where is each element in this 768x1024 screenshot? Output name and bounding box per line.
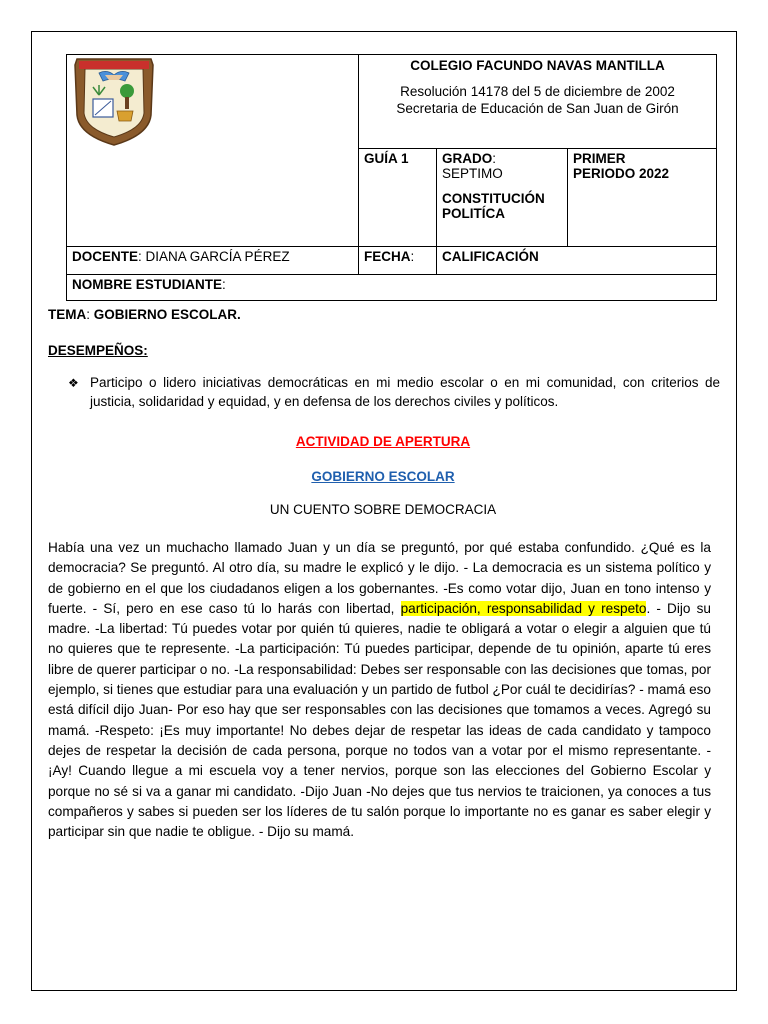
desempeno-text: Participo o lidero iniciativas democráticas en mi medio escolar o en mi comunidad, con criterios de justicia, solidaridad y equidad, y en defensa de los derechos civiles y políticos. xyxy=(90,375,720,409)
docente-label: DOCENTE xyxy=(72,249,139,264)
desempenos-title: DESEMPEÑOS: xyxy=(48,343,148,358)
story-part-2: . - Dijo su madre. -La libertad: Tú puedes votar por quién tú quieres, nadie te obligará a votar o elegir a alguien que tú no quieres que te represente. -La participación: Tú puedes participar, depende de tu opinión, aparte tú eres libre de querer participar o no. -La responsabilidad: Debes ser responsable con las decisiones que tomas, por ejemplo, si tienes que estudiar para una evaluación y un partido de futbol ¿Por cuál te decidirías? - mamá eso está difícil dijo Juan- Por eso hay que ser responsables con las decisiones que tomamos a veces. Agregó su mamá. -Respeto: ¡Es muy importante! No debes dejar de respetar las ideas de cada candidato y tampoco dejes de respetar la decisión de cada persona, porque no todos van a votar por el mismo representante. - ¡Ay! Cuando llegue a mi escuela voy a tener nervios, porque son las elecciones del Gobierno Escolar y porque no sé si va a ganar mi candidato. -Dijo Juan -No dejes que tus nervios te traicionen, ya conoces a tus compañeros y sabes si pueden ser los líderes de tu salón porque lo importante no es ganar es saber elegir y participar sin que nadie te obligue. - Dijo su mamá. xyxy=(48,600,711,840)
school-name: COLEGIO FACUNDO NAVAS MANTILLA xyxy=(410,58,665,73)
activity-title: ACTIVIDAD DE APERTURA xyxy=(295,434,471,449)
nombre-cell: NOMBRE ESTUDIANTE: xyxy=(67,275,717,301)
story-title: UN CUENTO SOBRE DEMOCRACIA xyxy=(269,502,497,517)
story-text xyxy=(48,538,711,842)
school-info-cell xyxy=(359,55,717,149)
calificacion-label: CALIFICACIÓN xyxy=(442,249,539,264)
desempeno-item xyxy=(68,373,720,411)
fecha-cell: FECHA: xyxy=(359,247,437,275)
period-cell xyxy=(568,149,717,247)
subject-line-1: CONSTITUCIÓN xyxy=(442,191,545,206)
grado-label: GRADO xyxy=(442,151,493,166)
guia-label: GUÍA 1 xyxy=(364,151,409,166)
calificacion-cell xyxy=(437,247,717,275)
resolution-line-2: Secretaria de Educación de San Juan de Girón xyxy=(396,101,679,116)
tema-value: GOBIERNO ESCOLAR. xyxy=(93,307,241,322)
school-crest-logo xyxy=(69,55,159,147)
grado-value: SEPTIMO xyxy=(442,166,503,181)
tema-label: TEMA xyxy=(48,307,87,322)
guia-cell xyxy=(359,149,437,247)
fecha-label: FECHA xyxy=(364,249,411,264)
docente-cell: DOCENTE: DIANA GARCÍA PÉREZ xyxy=(67,247,359,275)
period-line-2: PERIODO 2022 xyxy=(573,166,670,181)
section-title: GOBIERNO ESCOLAR xyxy=(311,469,455,484)
diamond-bullet-icon: ❖ xyxy=(68,376,79,390)
header-table xyxy=(66,54,717,301)
logo-cell xyxy=(67,55,359,247)
nombre-label: NOMBRE ESTUDIANTE xyxy=(72,277,223,292)
tema: TEMA: GOBIERNO ESCOLAR. xyxy=(48,307,241,322)
resolution-line-1: Resolución 14178 del 5 de diciembre de 2002 xyxy=(400,84,675,99)
subject-line-2: POLITÍCA xyxy=(442,206,505,221)
story-part-1: Había una vez un muchacho llamado Juan y un día se preguntó, por qué estaba confundido. ¿Qué es la democracia? Se preguntó. Al otro día, su madre le explicó y le dijo. - La democracia es un sistema político y de gobierno en el que los ciudadanos eligen a los gobernantes. -Es como votar dijo, Juan en tono intenso y fuerte. - Sí, pero en ese caso tú lo harás con libertad, xyxy=(48,540,711,616)
story-highlight: participación, responsabilidad y respeto xyxy=(400,600,647,616)
docente-value: DIANA GARCÍA PÉREZ xyxy=(145,249,290,264)
grado-cell: GRADO: SEPTIMO CONSTITUCIÓN POLITÍCA xyxy=(437,149,568,247)
period-line-1: PRIMER xyxy=(573,151,626,166)
